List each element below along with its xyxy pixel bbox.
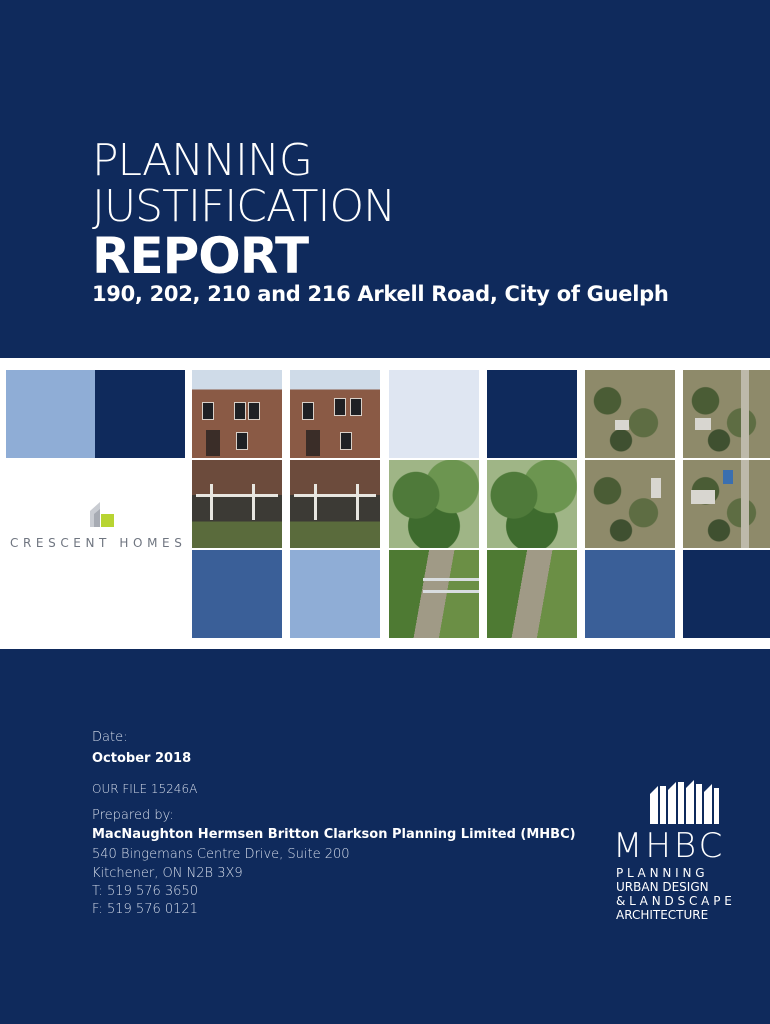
report-subtitle: 190, 202, 210 and 216 Arkell Road, City of Guelph: [92, 282, 669, 306]
photo-townhouse-upper-2: [290, 370, 380, 458]
photo-townhouse-porch: [192, 460, 282, 548]
photo-aerial-site-1: [585, 370, 675, 458]
mosaic-tile-pale-blue: [389, 370, 479, 458]
firm-name: MacNaughton Hermsen Britton Clarkson Planning Limited (MHBC): [92, 827, 576, 842]
mosaic-tile-navy-2: [487, 370, 577, 458]
mosaic-tile-mid-blue: [192, 550, 282, 638]
photo-trail-trees: [487, 460, 577, 548]
photo-townhouse-upper: [192, 370, 282, 458]
date-label: Date:: [92, 730, 128, 745]
client-name: CRESCENT HOMES: [10, 536, 187, 550]
title-planning: PLANNING: [92, 135, 312, 186]
prepared-by-label: Prepared by:: [92, 808, 174, 823]
photo-aerial-site-3: [585, 460, 675, 548]
mhbc-buildings-icon: [648, 778, 720, 828]
phone-number: T: 519 576 3650: [92, 884, 198, 899]
photo-townhouse-porch-2: [290, 460, 380, 548]
fax-number: F: 519 576 0121: [92, 902, 198, 917]
title-report: REPORT: [92, 227, 309, 285]
crescent-homes-logo-icon: [86, 500, 116, 530]
photo-trail-path: [487, 550, 577, 638]
mosaic-tile-light-blue: [6, 370, 96, 458]
address-line-2: Kitchener, ON N2B 3X9: [92, 866, 243, 881]
mhbc-tagline-urban-design: URBAN DESIGN: [616, 880, 709, 894]
mosaic-tile-mid-blue-2: [585, 550, 675, 638]
photo-aerial-site-4: [683, 460, 770, 548]
photo-woodland: [389, 460, 479, 548]
photo-aerial-site-2: [683, 370, 770, 458]
mhbc-tagline-planning: P L A N N I N G: [616, 866, 705, 880]
mosaic-tile-light-blue-2: [290, 550, 380, 638]
address-line-1: 540 Bingemans Centre Drive, Suite 200: [92, 847, 350, 862]
title-justification: JUSTIFICATION: [92, 181, 396, 232]
report-date: October 2018: [92, 751, 192, 766]
mhbc-wordmark: MHBC: [613, 826, 726, 866]
mhbc-tagline-landscape: & L A N D S C A P E: [616, 894, 732, 908]
photo-trail-gate: [389, 550, 479, 638]
mosaic-tile-navy: [95, 370, 185, 458]
mosaic-tile-navy-3: [683, 550, 770, 638]
file-number: OUR FILE 15246A: [92, 782, 198, 796]
mhbc-tagline-architecture: ARCHITECTURE: [616, 908, 709, 922]
